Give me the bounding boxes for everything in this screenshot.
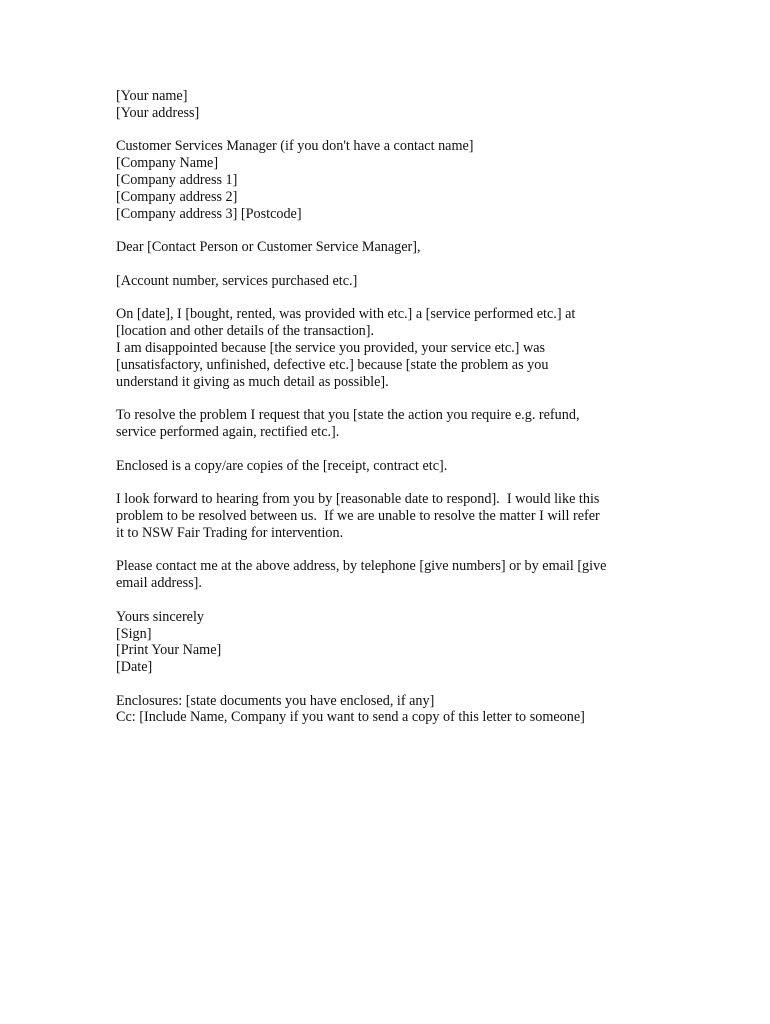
salutation: Dear [Contact Person or Customer Service Manager],	[116, 239, 421, 256]
paragraph-2	[116, 407, 656, 441]
paragraph-5	[116, 558, 656, 592]
closing-block	[116, 609, 656, 676]
paragraph-1-line: [unsatisfactory, unfinished, defective etc.] because [state the problem as you	[116, 356, 549, 373]
signature-placeholder: [Sign]	[116, 625, 152, 642]
paragraph-1-line: understand it giving as much detail as possible].	[116, 373, 389, 390]
sender-address: [Your address]	[116, 104, 200, 121]
recipient-address-3: [Company address 3] [Postcode]	[116, 205, 302, 222]
paragraph-4-line: I look forward to hearing from you by [reasonable date to respond]. I would like this	[116, 491, 600, 508]
footer-block	[116, 693, 656, 727]
recipient-company: [Company Name]	[116, 155, 219, 172]
printed-name-placeholder: [Print Your Name]	[116, 642, 222, 659]
paragraph-5-line: email address].	[116, 575, 202, 592]
recipient-block	[116, 138, 656, 222]
enclosures-line: Enclosures: [state documents you have enclosed, if any]	[116, 692, 435, 709]
paragraph-1-line: [location and other details of the transaction].	[116, 323, 375, 340]
account-line: [Account number, services purchased etc.]	[116, 272, 358, 289]
paragraph-4-line: problem to be resolved between us. If we are unable to resolve the matter I will refer	[116, 507, 600, 524]
paragraph-1-line: On [date], I [bought, rented, was provided with etc.] a [service performed etc.] at	[116, 306, 576, 323]
sender-name: [Your name]	[116, 88, 188, 104]
paragraph-1	[116, 306, 656, 390]
salutation-block	[116, 239, 656, 256]
paragraph-5-line: Please contact me at the above address, by telephone [give numbers] or by email [give	[116, 558, 607, 575]
paragraph-2-line: service performed again, rectified etc.].	[116, 423, 340, 440]
paragraph-3	[116, 458, 656, 475]
date-placeholder: [Date]	[116, 659, 153, 676]
valediction: Yours sincerely	[116, 608, 205, 625]
account-block	[116, 273, 656, 290]
recipient-address-1: [Company address 1]	[116, 171, 238, 188]
sender-block	[116, 88, 656, 122]
paragraph-4-line: it to NSW Fair Trading for intervention.	[116, 524, 344, 541]
paragraph-4	[116, 491, 656, 541]
cc-line: Cc: [Include Name, Company if you want to send a copy of this letter to someone]	[116, 709, 585, 726]
paragraph-3-line: Enclosed is a copy/are copies of the [receipt, contract etc].	[116, 457, 448, 474]
paragraph-1-line: I am disappointed because [the service you provided, your service etc.] was	[116, 339, 546, 356]
paragraph-2-line: To resolve the problem I request that you [state the action you require e.g. refund,	[116, 407, 580, 424]
recipient-address-2: [Company address 2]	[116, 188, 238, 205]
recipient-title: Customer Services Manager (if you don't have a contact name]	[116, 138, 474, 155]
letter-body	[116, 88, 656, 743]
